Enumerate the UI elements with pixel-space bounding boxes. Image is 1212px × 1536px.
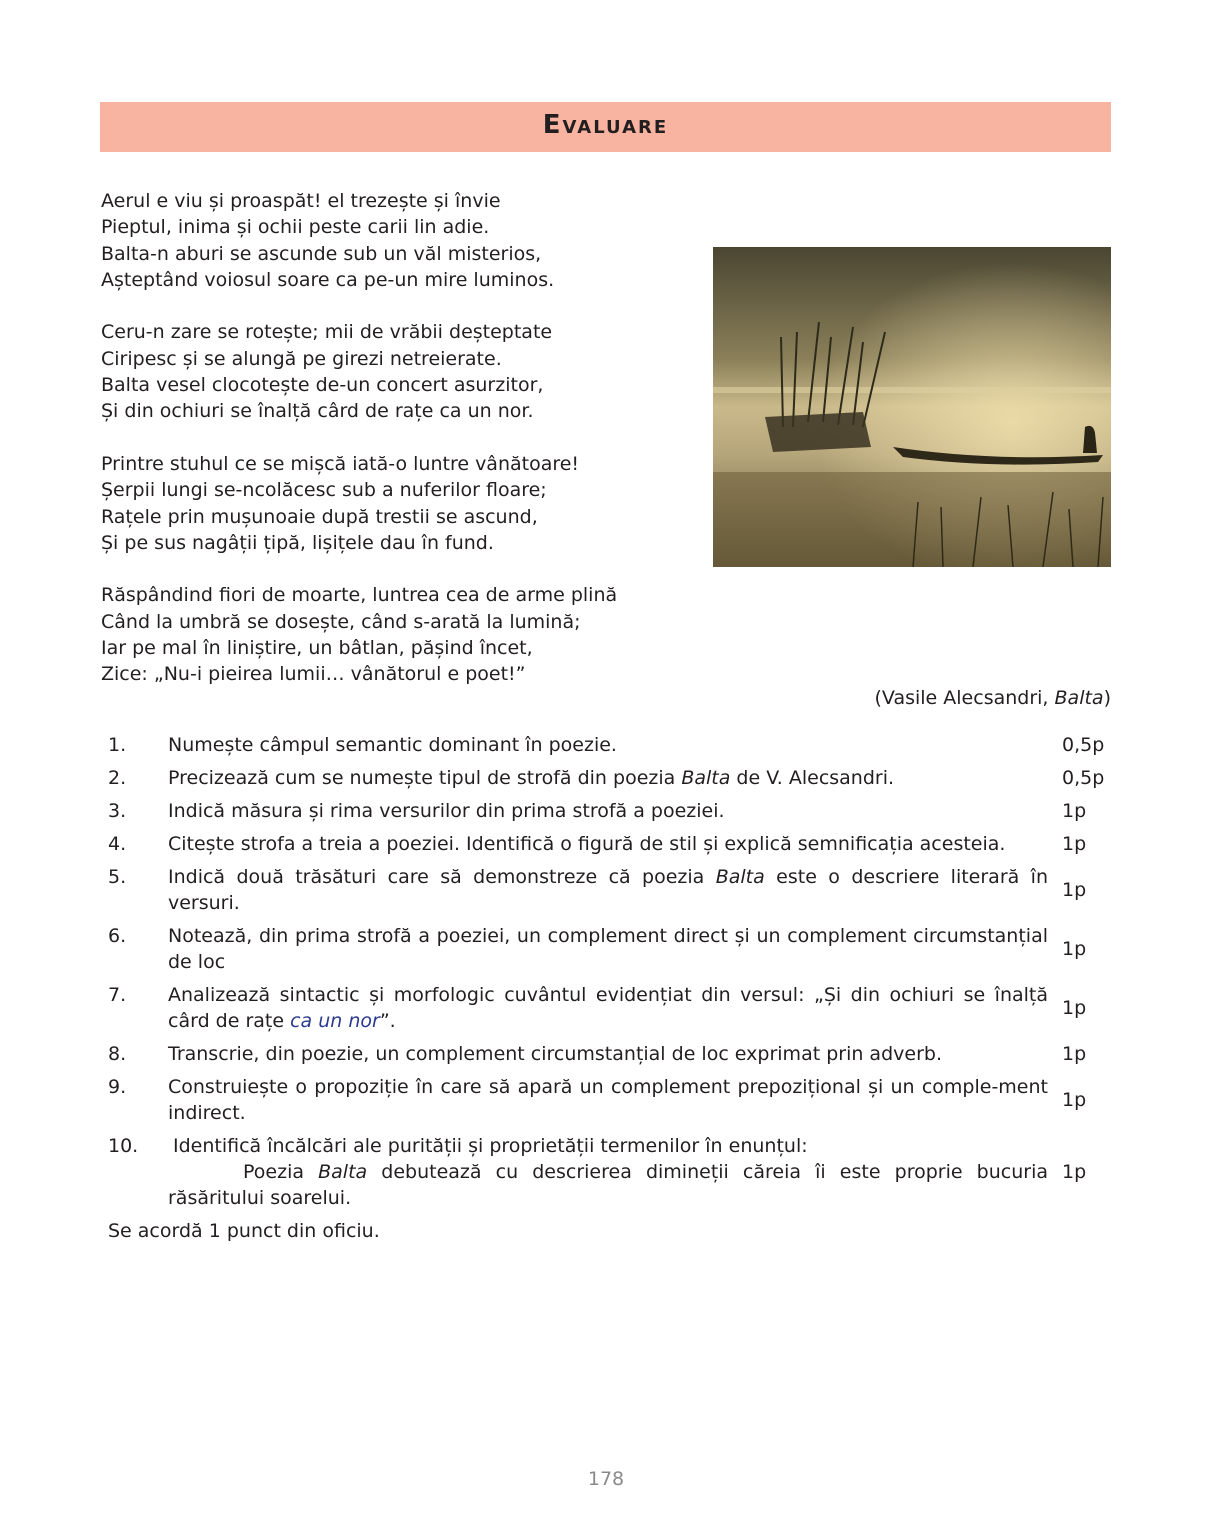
question-points: 1p <box>1062 997 1087 1019</box>
poem-line: Pieptul, inima și ochii peste carii lin adie. <box>101 216 490 239</box>
question-item <box>108 982 1111 1034</box>
photo-misty-lake-boats-icon <box>713 247 1111 567</box>
highlighted-phrase: ca un nor <box>290 1010 380 1032</box>
question-text <box>168 732 1048 758</box>
question-text-part: de V. Alecsandri. <box>730 767 895 789</box>
question-text-part: este o descriere literară în versuri. <box>168 866 1048 914</box>
poem-stanza <box>101 319 701 424</box>
italic-title: Balta <box>318 1161 368 1183</box>
poem <box>101 188 701 714</box>
poem-line: Și pe sus nagâții țipă, lișițele dau în fund. <box>101 531 494 554</box>
question-item <box>108 864 1111 916</box>
question-text-part: ”. <box>379 1010 396 1032</box>
question-item <box>108 1074 1111 1126</box>
poem-line: Și din ochiuri se înalță cârd de rațe ca un nor. <box>101 400 534 423</box>
question-item <box>108 831 1111 857</box>
question-text <box>168 798 1048 824</box>
question-number: 6. <box>108 925 127 947</box>
question-points: 1p <box>1062 879 1087 901</box>
poem-line: Așteptând voiosul soare ca pe-un mire luminos. <box>101 268 555 291</box>
question-text-part: Construiește o propoziție în care să apară un complement prepozițional și un comple-ment indirect. <box>168 1076 1048 1124</box>
question-points: 0,5p <box>1062 767 1105 789</box>
attribution-author: (Vasile Alecsandri, <box>874 687 1055 709</box>
question-text <box>168 1041 1048 1067</box>
attribution-title: Balta <box>1054 687 1104 709</box>
question-points: 1p <box>1062 1089 1087 1111</box>
poem-line: Șerpii lungi se-ncolăcesc sub a nuferilor floare; <box>101 479 547 502</box>
poem-line: Aerul e viu și proaspăt! el trezește și învie <box>101 190 501 212</box>
italic-title: Balta <box>715 866 765 888</box>
poem-stanza <box>101 451 701 556</box>
question-text-part: Precizează cum se numește tipul de strofă din poezia <box>168 767 682 789</box>
question-text-part: Analizează sintactic și morfologic cuvântul evidențiat din versul: „Și din ochiuri se înalță cârd de rațe <box>168 984 1048 1032</box>
question-points: 1p <box>1062 800 1087 822</box>
question-text-part: Notează, din prima strofă a poeziei, un complement direct și un complement circumstanțial de loc <box>168 925 1048 973</box>
question-points: 1p <box>1062 1043 1087 1065</box>
question-number: 8. <box>108 1043 127 1065</box>
question-text <box>168 864 1048 916</box>
poem-line: Ciripesc și se alungă pe girezi netreierate. <box>101 347 502 370</box>
poem-attribution <box>875 687 1111 709</box>
poem-line: Iar pe mal în liniștire, un bâtlan, pășind încet, <box>101 637 533 660</box>
question-item <box>108 923 1111 975</box>
question-text <box>168 1074 1048 1126</box>
question-number: 4. <box>108 833 127 855</box>
section-header <box>100 102 1111 152</box>
section-title: Evaluare <box>542 110 669 140</box>
question-text-part: Poezia <box>243 1161 319 1183</box>
poem-stanza <box>101 188 701 293</box>
question-text-part: debutează cu descrierea dimineții căreia îi este proprie bucuria răsăritului soarelui. <box>168 1161 1049 1209</box>
question-item <box>108 1133 1111 1211</box>
poem-stanza <box>101 582 701 687</box>
question-text <box>168 765 1048 791</box>
question-text-part: Transcrie, din poezie, un complement circumstanțial de loc exprimat prin adverb. <box>168 1043 942 1065</box>
poem-line: Rațele prin mușunoaie după trestii se ascund, <box>101 505 538 528</box>
question-text-part: Citește strofa a treia a poeziei. Identifică o figură de stil și explică semnificația acesteia. <box>168 833 1006 855</box>
question-text <box>168 1133 1048 1211</box>
question-number: 9. <box>108 1076 127 1098</box>
bonus-note: Se acordă 1 punct din oficiu. <box>108 1220 380 1242</box>
poem-line: Balta vesel clocotește de-un concert asurzitor, <box>101 374 544 397</box>
question-number: 1. <box>108 734 127 756</box>
attribution-close: ) <box>1103 687 1111 709</box>
question-number: 10. <box>108 1135 139 1157</box>
question-points: 1p <box>1062 1161 1087 1183</box>
question-item <box>108 765 1111 791</box>
poem-line: Balta-n aburi se ascunde sub un văl misterios, <box>101 242 542 265</box>
poem-line: Răspândind fiori de moarte, luntrea cea de arme plină <box>101 584 618 607</box>
question-points: 1p <box>1062 938 1087 960</box>
question-item <box>108 1041 1111 1067</box>
question-item <box>108 732 1111 758</box>
question-number: 2. <box>108 767 127 789</box>
question-points: 0,5p <box>1062 734 1105 756</box>
page-number: 178 <box>587 1468 625 1490</box>
question-number: 5. <box>108 866 127 888</box>
poem-line: Când la umbră se dosește, când s-arată la lumină; <box>101 610 581 633</box>
poem-line: Zice: „Nu-i pieirea lumii… vânătorul e poet!” <box>101 663 526 686</box>
question-item <box>108 798 1111 824</box>
question-text-part: Numește câmpul semantic dominant în poezie. <box>168 734 617 756</box>
question-number: 7. <box>108 984 127 1006</box>
poem-illustration <box>713 247 1111 567</box>
question-text-part: Identifică încălcări ale purității și proprietății termenilor în enunțul: <box>173 1135 808 1157</box>
question-text-part: Indică două trăsături care să demonstreze că poezia <box>168 866 716 888</box>
question-text <box>168 982 1048 1034</box>
question-number: 3. <box>108 800 127 822</box>
poem-line: Printre stuhul ce se mișcă iată-o luntre vânătoare! <box>101 452 580 475</box>
question-list <box>108 732 1111 1244</box>
question-text-part: Indică măsura și rima versurilor din prima strofă a poeziei. <box>168 800 725 822</box>
italic-title: Balta <box>681 767 731 789</box>
poem-line: Ceru-n zare se rotește; mii de vrăbii deșteptate <box>101 321 553 344</box>
question-text <box>168 923 1048 975</box>
question-points: 1p <box>1062 833 1087 855</box>
question-text <box>168 831 1048 857</box>
